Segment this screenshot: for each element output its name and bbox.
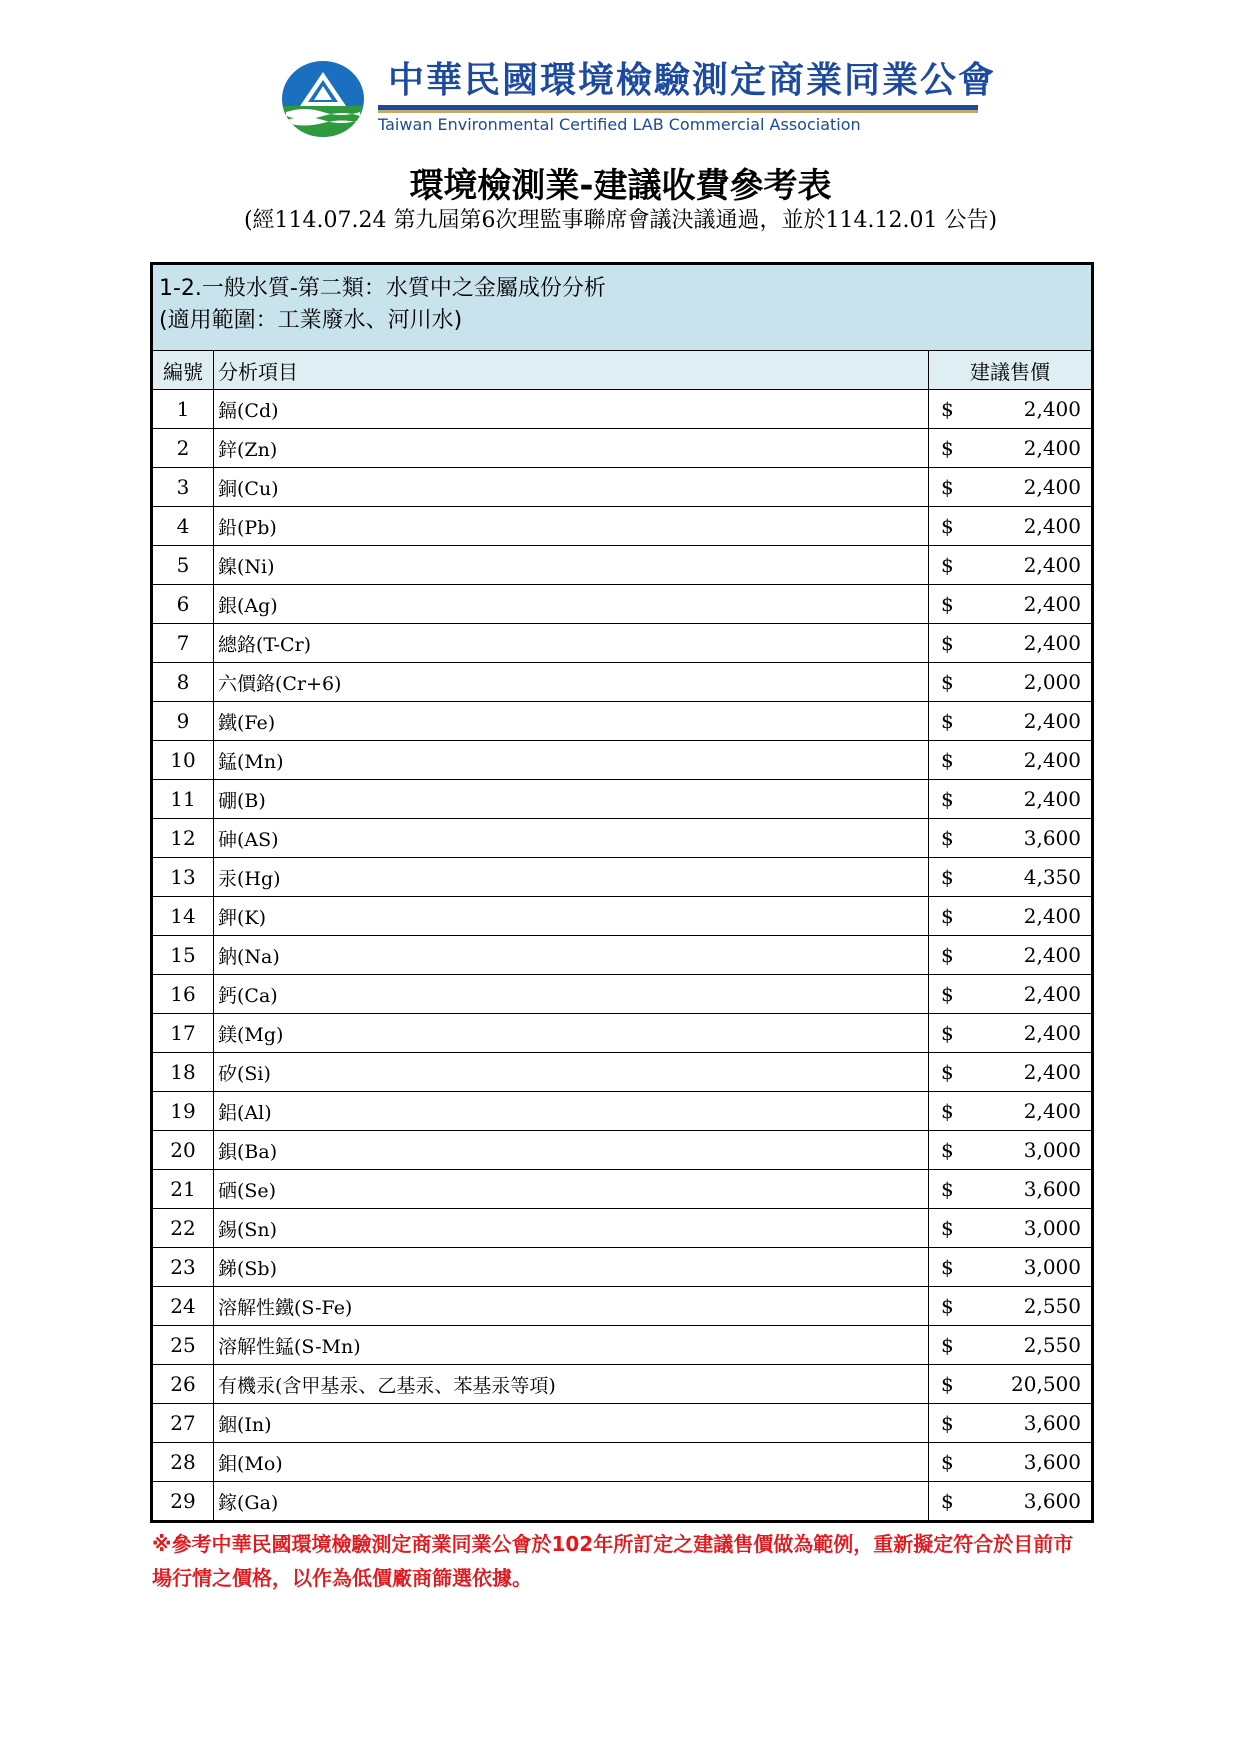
row-item: 鐵(Fe) bbox=[214, 702, 929, 741]
currency-symbol: $ bbox=[941, 1021, 954, 1045]
row-price: 2,400 bbox=[1023, 592, 1081, 616]
currency-symbol: $ bbox=[941, 1411, 954, 1435]
currency-symbol: $ bbox=[941, 709, 954, 733]
table-row bbox=[153, 702, 1091, 741]
table-row bbox=[153, 1365, 1091, 1404]
row-number: 16 bbox=[153, 975, 214, 1014]
row-price-cell bbox=[929, 1287, 1092, 1326]
table-row bbox=[153, 1248, 1091, 1287]
row-item: 有機汞(含甲基汞、乙基汞、苯基汞等項) bbox=[214, 1365, 929, 1404]
row-item: 銦(In) bbox=[214, 1404, 929, 1443]
row-price-cell bbox=[929, 1092, 1092, 1131]
row-item: 鈉(Na) bbox=[214, 936, 929, 975]
table-row bbox=[153, 1287, 1091, 1326]
row-price-cell bbox=[929, 1248, 1092, 1287]
section-heading-line1: 1-2.一般水質-第二類：水質中之金屬成份分析 bbox=[159, 276, 606, 301]
row-price-cell bbox=[929, 585, 1092, 624]
table-row bbox=[153, 897, 1091, 936]
row-price: 3,600 bbox=[1023, 826, 1081, 850]
row-number: 27 bbox=[153, 1404, 214, 1443]
table-row bbox=[153, 1404, 1091, 1443]
row-item: 硼(B) bbox=[214, 780, 929, 819]
currency-symbol: $ bbox=[941, 865, 954, 889]
table-row bbox=[153, 546, 1091, 585]
row-price-cell bbox=[929, 858, 1092, 897]
row-item: 錫(Sn) bbox=[214, 1209, 929, 1248]
row-price-cell bbox=[929, 819, 1092, 858]
row-number: 5 bbox=[153, 546, 214, 585]
row-price-cell bbox=[929, 468, 1092, 507]
table-row bbox=[153, 390, 1091, 429]
row-price-cell bbox=[929, 1326, 1092, 1365]
row-price-cell bbox=[929, 663, 1092, 702]
row-price-cell bbox=[929, 780, 1092, 819]
row-item: 鎳(Ni) bbox=[214, 546, 929, 585]
currency-symbol: $ bbox=[941, 397, 954, 421]
row-number: 25 bbox=[153, 1326, 214, 1365]
row-price: 2,550 bbox=[1023, 1333, 1081, 1357]
row-price-cell bbox=[929, 702, 1092, 741]
table-row bbox=[153, 819, 1091, 858]
row-price-cell bbox=[929, 507, 1092, 546]
section-heading bbox=[153, 265, 1091, 351]
price-table bbox=[150, 262, 1094, 1523]
row-price: 3,600 bbox=[1023, 1450, 1081, 1474]
row-price-cell bbox=[929, 1482, 1092, 1521]
row-item: 銀(Ag) bbox=[214, 585, 929, 624]
currency-symbol: $ bbox=[941, 475, 954, 499]
row-number: 29 bbox=[153, 1482, 214, 1521]
row-price: 3,000 bbox=[1023, 1138, 1081, 1162]
row-item: 砷(AS) bbox=[214, 819, 929, 858]
row-number: 23 bbox=[153, 1248, 214, 1287]
row-number: 4 bbox=[153, 507, 214, 546]
currency-symbol: $ bbox=[941, 592, 954, 616]
currency-symbol: $ bbox=[941, 1255, 954, 1279]
table-row bbox=[153, 468, 1091, 507]
row-number: 18 bbox=[153, 1053, 214, 1092]
currency-symbol: $ bbox=[941, 748, 954, 772]
column-header-price: 建議售價 bbox=[929, 351, 1092, 390]
row-number: 17 bbox=[153, 1014, 214, 1053]
table-row bbox=[153, 624, 1091, 663]
row-number: 10 bbox=[153, 741, 214, 780]
row-price: 2,400 bbox=[1023, 787, 1081, 811]
currency-symbol: $ bbox=[941, 943, 954, 967]
row-price-cell bbox=[929, 897, 1092, 936]
row-item: 鎘(Cd) bbox=[214, 390, 929, 429]
table-row bbox=[153, 1014, 1091, 1053]
row-number: 7 bbox=[153, 624, 214, 663]
row-price-cell bbox=[929, 1443, 1092, 1482]
table-row bbox=[153, 1209, 1091, 1248]
row-number: 15 bbox=[153, 936, 214, 975]
currency-symbol: $ bbox=[941, 553, 954, 577]
row-price-cell bbox=[929, 1014, 1092, 1053]
row-price: 2,400 bbox=[1023, 748, 1081, 772]
row-price-cell bbox=[929, 429, 1092, 468]
currency-symbol: $ bbox=[941, 1489, 954, 1513]
row-number: 26 bbox=[153, 1365, 214, 1404]
table-row bbox=[153, 429, 1091, 468]
table-row bbox=[153, 507, 1091, 546]
row-price: 2,400 bbox=[1023, 904, 1081, 928]
row-number: 14 bbox=[153, 897, 214, 936]
currency-symbol: $ bbox=[941, 904, 954, 928]
row-price-cell bbox=[929, 390, 1092, 429]
table-row bbox=[153, 1131, 1091, 1170]
currency-symbol: $ bbox=[941, 1333, 954, 1357]
row-price-cell bbox=[929, 546, 1092, 585]
table-row bbox=[153, 1326, 1091, 1365]
table-row bbox=[153, 1170, 1091, 1209]
row-number: 20 bbox=[153, 1131, 214, 1170]
row-item: 六價鉻(Cr+6) bbox=[214, 663, 929, 702]
currency-symbol: $ bbox=[941, 1216, 954, 1240]
currency-symbol: $ bbox=[941, 826, 954, 850]
table-row bbox=[153, 780, 1091, 819]
row-price: 3,000 bbox=[1023, 1255, 1081, 1279]
page-title: 環境檢測業-建議收費參考表 bbox=[409, 166, 832, 206]
column-header-no: 編號 bbox=[153, 351, 214, 390]
row-item: 銻(Sb) bbox=[214, 1248, 929, 1287]
row-item: 硒(Se) bbox=[214, 1170, 929, 1209]
table-row bbox=[153, 741, 1091, 780]
row-price-cell bbox=[929, 1053, 1092, 1092]
row-item: 矽(Si) bbox=[214, 1053, 929, 1092]
row-price-cell bbox=[929, 1404, 1092, 1443]
currency-symbol: $ bbox=[941, 1138, 954, 1162]
row-price: 2,400 bbox=[1023, 1060, 1081, 1084]
row-price: 2,400 bbox=[1023, 631, 1081, 655]
row-item: 鋇(Ba) bbox=[214, 1131, 929, 1170]
org-name-en: Taiwan Environmental Certified LAB Commercial Association bbox=[378, 115, 861, 134]
table-row bbox=[153, 1443, 1091, 1482]
row-number: 22 bbox=[153, 1209, 214, 1248]
row-number: 21 bbox=[153, 1170, 214, 1209]
row-price: 2,400 bbox=[1023, 514, 1081, 538]
row-price: 2,550 bbox=[1023, 1294, 1081, 1318]
row-item: 總鉻(T-Cr) bbox=[214, 624, 929, 663]
table-row bbox=[153, 975, 1091, 1014]
currency-symbol: $ bbox=[941, 1060, 954, 1084]
org-divider-accent bbox=[378, 110, 978, 113]
row-price: 3,600 bbox=[1023, 1489, 1081, 1513]
row-price-cell bbox=[929, 1170, 1092, 1209]
table-row bbox=[153, 585, 1091, 624]
currency-symbol: $ bbox=[941, 670, 954, 694]
table-row bbox=[153, 858, 1091, 897]
currency-symbol: $ bbox=[941, 1099, 954, 1123]
row-price-cell bbox=[929, 1365, 1092, 1404]
row-price: 4,350 bbox=[1023, 865, 1081, 889]
currency-symbol: $ bbox=[941, 436, 954, 460]
row-item: 鋁(Al) bbox=[214, 1092, 929, 1131]
currency-symbol: $ bbox=[941, 631, 954, 655]
footnote: ※參考中華民國環境檢驗測定商業同業公會於102年所訂定之建議售價做為範例，重新擬定符合於目前市場行情之價格，以作為低價廠商篩選依據。 bbox=[152, 1532, 1074, 1590]
row-item: 鎂(Mg) bbox=[214, 1014, 929, 1053]
currency-symbol: $ bbox=[941, 514, 954, 538]
row-number: 28 bbox=[153, 1443, 214, 1482]
row-price-cell bbox=[929, 1131, 1092, 1170]
row-item: 錳(Mn) bbox=[214, 741, 929, 780]
row-price: 2,400 bbox=[1023, 475, 1081, 499]
org-name: 中華民國環境檢驗測定商業同業公會 bbox=[388, 60, 997, 101]
currency-symbol: $ bbox=[941, 1372, 954, 1396]
row-number: 19 bbox=[153, 1092, 214, 1131]
row-price: 20,500 bbox=[1011, 1372, 1081, 1396]
row-number: 13 bbox=[153, 858, 214, 897]
row-item: 鎵(Ga) bbox=[214, 1482, 929, 1521]
row-price: 2,400 bbox=[1023, 1021, 1081, 1045]
row-item: 銅(Cu) bbox=[214, 468, 929, 507]
row-item: 汞(Hg) bbox=[214, 858, 929, 897]
row-number: 6 bbox=[153, 585, 214, 624]
table-row bbox=[153, 1053, 1091, 1092]
row-price: 2,400 bbox=[1023, 709, 1081, 733]
row-price: 2,400 bbox=[1023, 982, 1081, 1006]
section-heading-line2: (適用範圍：工業廢水、河川水) bbox=[159, 308, 463, 333]
row-number: 3 bbox=[153, 468, 214, 507]
row-number: 24 bbox=[153, 1287, 214, 1326]
table-row bbox=[153, 1092, 1091, 1131]
row-number: 9 bbox=[153, 702, 214, 741]
row-price-cell bbox=[929, 741, 1092, 780]
row-price-cell bbox=[929, 936, 1092, 975]
row-number: 2 bbox=[153, 429, 214, 468]
mountain-water-logo-icon bbox=[280, 60, 366, 138]
row-number: 1 bbox=[153, 390, 214, 429]
row-item: 鉬(Mo) bbox=[214, 1443, 929, 1482]
row-item: 溶解性鐵(S-Fe) bbox=[214, 1287, 929, 1326]
row-item: 溶解性錳(S-Mn) bbox=[214, 1326, 929, 1365]
row-price: 2,000 bbox=[1023, 670, 1081, 694]
header bbox=[280, 52, 997, 137]
row-item: 鉀(K) bbox=[214, 897, 929, 936]
row-number: 11 bbox=[153, 780, 214, 819]
row-price: 2,400 bbox=[1023, 553, 1081, 577]
row-price: 2,400 bbox=[1023, 1099, 1081, 1123]
currency-symbol: $ bbox=[941, 1177, 954, 1201]
row-item: 鉛(Pb) bbox=[214, 507, 929, 546]
row-price-cell bbox=[929, 1209, 1092, 1248]
currency-symbol: $ bbox=[941, 787, 954, 811]
row-price-cell bbox=[929, 975, 1092, 1014]
column-header-item: 分析項目 bbox=[214, 351, 929, 390]
page-subtitle: (經114.07.24 第九屆第6次理監事聯席會議決議通過，並於114.12.01 公告) bbox=[243, 208, 998, 233]
table-header-row bbox=[153, 351, 1091, 390]
table-row bbox=[153, 936, 1091, 975]
currency-symbol: $ bbox=[941, 982, 954, 1006]
row-item: 鋅(Zn) bbox=[214, 429, 929, 468]
currency-symbol: $ bbox=[941, 1450, 954, 1474]
row-price: 2,400 bbox=[1023, 943, 1081, 967]
row-price: 2,400 bbox=[1023, 436, 1081, 460]
row-price: 3,600 bbox=[1023, 1411, 1081, 1435]
row-item: 鈣(Ca) bbox=[214, 975, 929, 1014]
currency-symbol: $ bbox=[941, 1294, 954, 1318]
table-row bbox=[153, 1482, 1091, 1521]
row-price: 3,000 bbox=[1023, 1216, 1081, 1240]
row-price: 3,600 bbox=[1023, 1177, 1081, 1201]
row-number: 12 bbox=[153, 819, 214, 858]
table-row bbox=[153, 663, 1091, 702]
row-price-cell bbox=[929, 624, 1092, 663]
row-number: 8 bbox=[153, 663, 214, 702]
row-price: 2,400 bbox=[1023, 397, 1081, 421]
